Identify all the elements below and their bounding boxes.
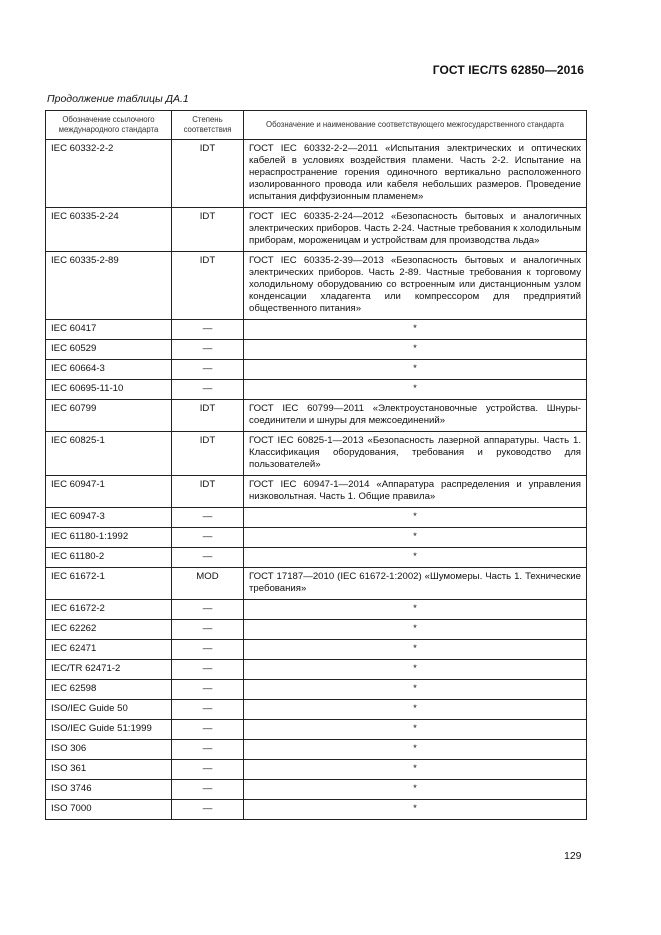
- table-row: [46, 528, 587, 548]
- conformity-degree-cell: —: [172, 620, 244, 640]
- conformity-degree-cell: IDT: [172, 476, 244, 508]
- international-standard-cell: IEC 60417: [46, 320, 172, 340]
- interstate-standard-cell: *: [244, 800, 587, 820]
- table-row: [46, 140, 587, 208]
- international-standard-cell: ISO 3746: [46, 780, 172, 800]
- international-standard-cell: IEC 60947-3: [46, 508, 172, 528]
- conformity-degree-cell: —: [172, 800, 244, 820]
- interstate-standard-cell: *: [244, 700, 587, 720]
- table-row: [46, 400, 587, 432]
- table-row: [46, 760, 587, 780]
- international-standard-cell: IEC 61180-2: [46, 548, 172, 568]
- international-standard-cell: IEC/TR 62471-2: [46, 660, 172, 680]
- reference-standards-table: [45, 110, 587, 820]
- table-row: [46, 660, 587, 680]
- table-row: [46, 568, 587, 600]
- interstate-standard-cell: *: [244, 548, 587, 568]
- interstate-standard-cell: *: [244, 640, 587, 660]
- interstate-standard-cell: ГОСТ IEC 60825-1—2013 «Безопасность лазерной аппаратуры. Часть 1. Классификация оборудования, требования и руководство для пользователей»: [244, 432, 587, 476]
- document-code-header: ГОСТ IEC/TS 62850—2016: [432, 63, 584, 77]
- interstate-standard-cell: *: [244, 680, 587, 700]
- conformity-degree-cell: —: [172, 380, 244, 400]
- conformity-degree-cell: —: [172, 740, 244, 760]
- table-row: [46, 380, 587, 400]
- table-header-row: [46, 111, 587, 140]
- table-row: [46, 340, 587, 360]
- international-standard-cell: IEC 62471: [46, 640, 172, 660]
- international-standard-cell: ISO 306: [46, 740, 172, 760]
- conformity-degree-cell: IDT: [172, 400, 244, 432]
- conformity-degree-cell: MOD: [172, 568, 244, 600]
- interstate-standard-cell: *: [244, 528, 587, 548]
- table-row: [46, 508, 587, 528]
- table-body: [46, 140, 587, 820]
- interstate-standard-cell: ГОСТ IEC 60332-2-2—2011 «Испытания электрических и оптических кабелей в условиях воздействия пламени. Часть 2-2. Испытание на нераспространение горения одиночного вертикально расположенного изолированного провода или кабеля небольших размеров. Проведение испытания диффузионным пламенем»: [244, 140, 587, 208]
- conformity-degree-cell: —: [172, 600, 244, 620]
- column-header-interstate-standard: Обозначение и наименование соответствующего межгосударственного стандарта: [244, 111, 587, 140]
- international-standard-cell: IEC 60799: [46, 400, 172, 432]
- interstate-standard-cell: *: [244, 780, 587, 800]
- conformity-degree-cell: —: [172, 508, 244, 528]
- international-standard-cell: IEC 60947-1: [46, 476, 172, 508]
- interstate-standard-cell: *: [244, 620, 587, 640]
- interstate-standard-cell: *: [244, 360, 587, 380]
- international-standard-cell: ISO 7000: [46, 800, 172, 820]
- international-standard-cell: IEC 60335-2-24: [46, 208, 172, 252]
- column-header-international-standard: Обозначение ссылочного международного стандарта: [46, 111, 172, 140]
- table-row: [46, 360, 587, 380]
- international-standard-cell: IEC 60695-11-10: [46, 380, 172, 400]
- table-caption: Продолжение таблицы ДА.1: [47, 93, 189, 105]
- interstate-standard-cell: ГОСТ IEC 60335-2-39—2013 «Безопасность бытовых и аналогичных электрических приборов. Часть 2-89. Частные требования к торговому холодильному оборудованию со встроенным или дистанционным узлом конденсации хладагента или компрессором для предприятий общественного питания»: [244, 252, 587, 320]
- international-standard-cell: IEC 61672-2: [46, 600, 172, 620]
- conformity-degree-cell: IDT: [172, 140, 244, 208]
- interstate-standard-cell: *: [244, 380, 587, 400]
- international-standard-cell: IEC 60529: [46, 340, 172, 360]
- table-row: [46, 720, 587, 740]
- table-row: [46, 600, 587, 620]
- interstate-standard-cell: *: [244, 660, 587, 680]
- table-row: [46, 252, 587, 320]
- table-row: [46, 208, 587, 252]
- table-row: [46, 780, 587, 800]
- international-standard-cell: IEC 61180-1:1992: [46, 528, 172, 548]
- conformity-degree-cell: —: [172, 700, 244, 720]
- interstate-standard-cell: *: [244, 320, 587, 340]
- international-standard-cell: IEC 62262: [46, 620, 172, 640]
- interstate-standard-cell: *: [244, 740, 587, 760]
- table-row: [46, 800, 587, 820]
- international-standard-cell: IEC 61672-1: [46, 568, 172, 600]
- conformity-degree-cell: —: [172, 780, 244, 800]
- table-row: [46, 700, 587, 720]
- international-standard-cell: IEC 60825-1: [46, 432, 172, 476]
- conformity-degree-cell: IDT: [172, 432, 244, 476]
- interstate-standard-cell: ГОСТ 17187—2010 (IEC 61672-1:2002) «Шумомеры. Часть 1. Технические требования»: [244, 568, 587, 600]
- interstate-standard-cell: ГОСТ IEC 60335-2-24—2012 «Безопасность бытовых и аналогичных электрических приборов. Часть 2-24. Частные требования к холодильным приборам, мороженицам и устройствам для производства льда»: [244, 208, 587, 252]
- interstate-standard-cell: *: [244, 508, 587, 528]
- conformity-degree-cell: IDT: [172, 208, 244, 252]
- table-row: [46, 476, 587, 508]
- conformity-degree-cell: —: [172, 548, 244, 568]
- interstate-standard-cell: *: [244, 340, 587, 360]
- international-standard-cell: IEC 60332-2-2: [46, 140, 172, 208]
- conformity-degree-cell: —: [172, 528, 244, 548]
- page-number: 129: [564, 850, 582, 862]
- conformity-degree-cell: IDT: [172, 252, 244, 320]
- conformity-degree-cell: —: [172, 320, 244, 340]
- table-row: [46, 548, 587, 568]
- table-row: [46, 320, 587, 340]
- international-standard-cell: IEC 62598: [46, 680, 172, 700]
- international-standard-cell: ISO/IEC Guide 51:1999: [46, 720, 172, 740]
- international-standard-cell: IEC 60664-3: [46, 360, 172, 380]
- column-header-conformity-degree: Степень соответствия: [172, 111, 244, 140]
- conformity-degree-cell: —: [172, 760, 244, 780]
- table-row: [46, 620, 587, 640]
- interstate-standard-cell: ГОСТ IEC 60947-1—2014 «Аппаратура распределения и управления низковольтная. Часть 1. Общие правила»: [244, 476, 587, 508]
- conformity-degree-cell: —: [172, 660, 244, 680]
- interstate-standard-cell: ГОСТ IEC 60799—2011 «Электроустановочные устройства. Шнуры-соединители и шнуры для межсоединений»: [244, 400, 587, 432]
- conformity-degree-cell: —: [172, 360, 244, 380]
- international-standard-cell: ISO/IEC Guide 50: [46, 700, 172, 720]
- table-row: [46, 680, 587, 700]
- interstate-standard-cell: *: [244, 720, 587, 740]
- table-row: [46, 640, 587, 660]
- conformity-degree-cell: —: [172, 680, 244, 700]
- conformity-degree-cell: —: [172, 720, 244, 740]
- interstate-standard-cell: *: [244, 760, 587, 780]
- interstate-standard-cell: *: [244, 600, 587, 620]
- table-row: [46, 432, 587, 476]
- table-row: [46, 740, 587, 760]
- international-standard-cell: IEC 60335-2-89: [46, 252, 172, 320]
- conformity-degree-cell: —: [172, 640, 244, 660]
- conformity-degree-cell: —: [172, 340, 244, 360]
- international-standard-cell: ISO 361: [46, 760, 172, 780]
